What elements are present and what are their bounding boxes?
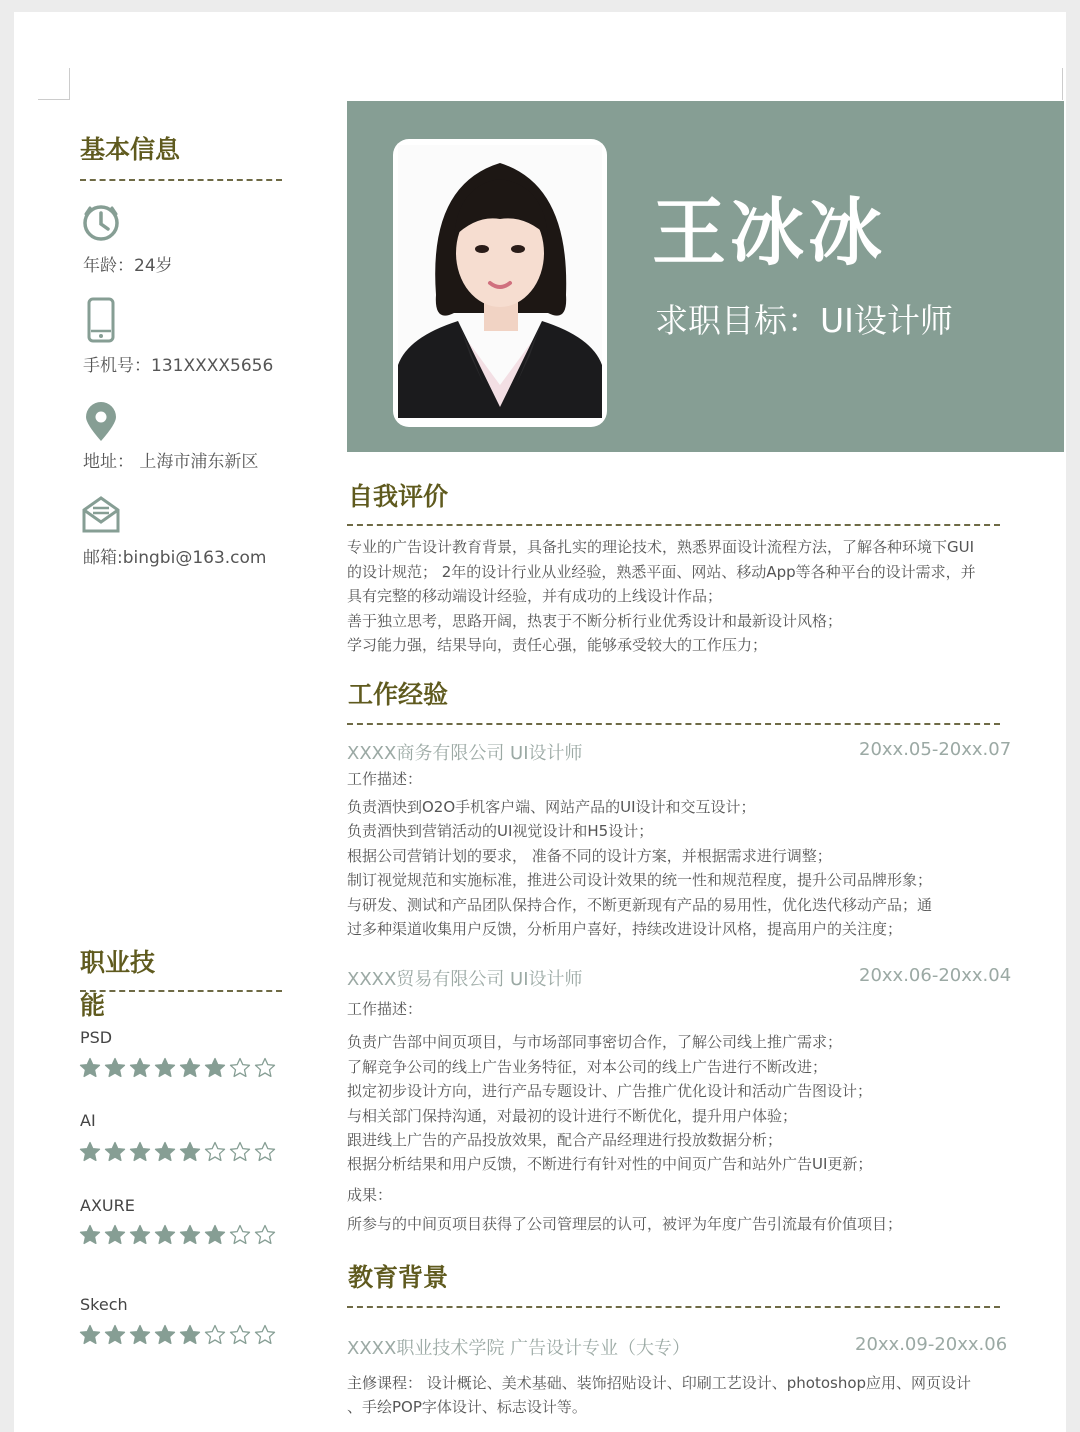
star-filled-icon bbox=[104, 1057, 126, 1079]
crop-mark bbox=[1062, 68, 1063, 100]
education-title: 教育背景 bbox=[348, 1263, 449, 1292]
education-date: 20xx.09-20xx.06 bbox=[855, 1334, 1008, 1355]
star-filled-icon bbox=[179, 1224, 201, 1246]
star-rating bbox=[79, 1057, 276, 1079]
basic-info-title: 基本信息 bbox=[80, 135, 181, 164]
star-filled-icon bbox=[79, 1141, 101, 1163]
job-line: 制订视觉规范和实施标准，推进公司设计效果的统一性和规范程度，提升公司品牌形象； bbox=[347, 871, 933, 889]
star-empty-icon bbox=[229, 1224, 251, 1246]
star-empty-icon bbox=[254, 1141, 276, 1163]
skills-title: 职业技 bbox=[80, 948, 156, 977]
self-eval-line: 的设计规范； 2年的设计行业从业经验，熟悉平面、网站、移动App等各种平台的设计需求，并 bbox=[347, 562, 976, 581]
mail-icon bbox=[81, 496, 121, 534]
self-eval-line: 专业的广告设计教育背景，具备扎实的理论技术，熟悉界面设计流程方法，了解各种环境下GUI bbox=[347, 538, 975, 556]
job-line: 负责酒快到O2O手机客户端、网站产品的UI设计和交互设计； bbox=[347, 798, 756, 816]
star-empty-icon bbox=[254, 1324, 276, 1346]
star-filled-icon bbox=[204, 1224, 226, 1246]
job-result: 所参与的中间页项目获得了公司管理层的认可，被评为年度广告引流最有价值项目； bbox=[347, 1215, 903, 1233]
job-company: XXXX贸易有限公司 UI设计师 bbox=[347, 969, 583, 990]
divider bbox=[80, 179, 282, 181]
divider bbox=[347, 723, 1000, 725]
divider bbox=[347, 1306, 1000, 1308]
job-line: 过多种渠道收集用户反馈，分析用户喜好，持续改进设计风格，提高用户的关注度； bbox=[347, 920, 903, 938]
star-empty-icon bbox=[229, 1057, 251, 1079]
address-text: 地址： 上海市浦东新区 bbox=[83, 452, 259, 472]
star-empty-icon bbox=[254, 1057, 276, 1079]
star-filled-icon bbox=[179, 1324, 201, 1346]
self-eval-line: 善于独立思考，思路开阔，热衷于不断分析行业优秀设计和最新设计风格； bbox=[347, 611, 843, 630]
job-line: 与研发、测试和产品团队保持合作，不断更新现有产品的易用性，优化迭代移动产品；通 bbox=[347, 896, 933, 914]
job-line: 跟进线上广告的产品投放效果，配合产品经理进行投放数据分析； bbox=[347, 1131, 783, 1149]
star-filled-icon bbox=[129, 1141, 151, 1163]
job-desc-label: 工作描述： bbox=[347, 1000, 423, 1018]
skill-name: AI bbox=[80, 1111, 96, 1130]
star-empty-icon bbox=[204, 1324, 226, 1346]
divider bbox=[80, 990, 282, 992]
star-filled-icon bbox=[129, 1324, 151, 1346]
star-filled-icon bbox=[79, 1324, 101, 1346]
star-empty-icon bbox=[254, 1224, 276, 1246]
job-desc-label: 工作描述： bbox=[347, 770, 423, 788]
job-date: 20xx.05-20xx.07 bbox=[859, 739, 1012, 760]
star-filled-icon bbox=[129, 1057, 151, 1079]
star-filled-icon bbox=[79, 1224, 101, 1246]
job-line: 拟定初步设计方向，进行产品专题设计、广告推广优化设计和活动广告图设计； bbox=[347, 1082, 873, 1100]
skill-name: Skech bbox=[80, 1295, 128, 1314]
star-empty-icon bbox=[229, 1141, 251, 1163]
star-filled-icon bbox=[154, 1141, 176, 1163]
star-rating bbox=[79, 1324, 276, 1346]
star-filled-icon bbox=[79, 1057, 101, 1079]
school-name: XXXX职业技术学院 广告设计专业（大专） bbox=[347, 1338, 691, 1359]
clock-icon bbox=[80, 202, 122, 244]
star-filled-icon bbox=[154, 1324, 176, 1346]
job-line: 根据分析结果和用户反馈，不断进行有针对性的中间页广告和站外广告UI更新； bbox=[347, 1155, 873, 1173]
star-empty-icon bbox=[204, 1141, 226, 1163]
job-line: 负责广告部中间页项目，与市场部同事密切合作，了解公司线上推广需求； bbox=[347, 1033, 843, 1051]
job-target: 求职目标：UI设计师 bbox=[655, 301, 953, 340]
job-line: 根据公司营销计划的要求， 准备不同的设计方案，并根据需求进行调整； bbox=[347, 847, 832, 865]
job-line: 与相关部门保持沟通，对最初的设计进行不断优化，提升用户体验； bbox=[347, 1107, 798, 1125]
self-eval-text bbox=[347, 535, 1015, 658]
star-filled-icon bbox=[104, 1141, 126, 1163]
job-company: XXXX商务有限公司 UI设计师 bbox=[347, 743, 583, 764]
star-filled-icon bbox=[179, 1057, 201, 1079]
star-rating bbox=[79, 1141, 276, 1163]
phone-text: 手机号：131XXXX5656 bbox=[83, 356, 274, 376]
self-eval-line: 学习能力强，结果导向，责任心强，能够承受较大的工作压力； bbox=[347, 636, 768, 655]
location-icon bbox=[84, 402, 118, 442]
skill-name: PSD bbox=[80, 1028, 113, 1047]
courses-line: 主修课程： 设计概论、美术基础、装饰招贴设计、印刷工艺设计、photoshop应用、网页设计 bbox=[347, 1374, 972, 1392]
self-eval-title: 自我评价 bbox=[348, 482, 449, 511]
divider bbox=[347, 524, 1000, 526]
courses-line: 、手绘POP字体设计、标志设计等。 bbox=[347, 1398, 587, 1416]
star-filled-icon bbox=[179, 1141, 201, 1163]
star-filled-icon bbox=[204, 1057, 226, 1079]
profile-photo bbox=[398, 145, 602, 418]
job-date: 20xx.06-20xx.04 bbox=[859, 965, 1012, 986]
crop-mark bbox=[38, 68, 70, 100]
star-empty-icon bbox=[229, 1324, 251, 1346]
job-line: 负责酒快到营销活动的UI视觉设计和H5设计； bbox=[347, 822, 654, 840]
work-title: 工作经验 bbox=[348, 680, 449, 709]
skill-name: AXURE bbox=[80, 1196, 135, 1215]
star-filled-icon bbox=[129, 1224, 151, 1246]
star-filled-icon bbox=[154, 1057, 176, 1079]
candidate-name: 王冰冰 bbox=[652, 190, 886, 276]
star-rating bbox=[79, 1224, 276, 1246]
email-text: 邮箱:bingbi@163.com bbox=[83, 548, 267, 568]
star-filled-icon bbox=[154, 1224, 176, 1246]
star-filled-icon bbox=[104, 1224, 126, 1246]
self-eval-line: 具有完整的移动端设计经验，并有成功的上线设计作品； bbox=[347, 587, 723, 606]
job-line: 了解竞争公司的线上广告业务特征，对本公司的线上广告进行不断改进； bbox=[347, 1058, 828, 1076]
phone-icon bbox=[86, 297, 116, 343]
age-text: 年龄：24岁 bbox=[83, 256, 173, 276]
job-result-label: 成果： bbox=[347, 1186, 393, 1204]
skills-title-cont: 能 bbox=[80, 991, 106, 1020]
star-filled-icon bbox=[104, 1324, 126, 1346]
